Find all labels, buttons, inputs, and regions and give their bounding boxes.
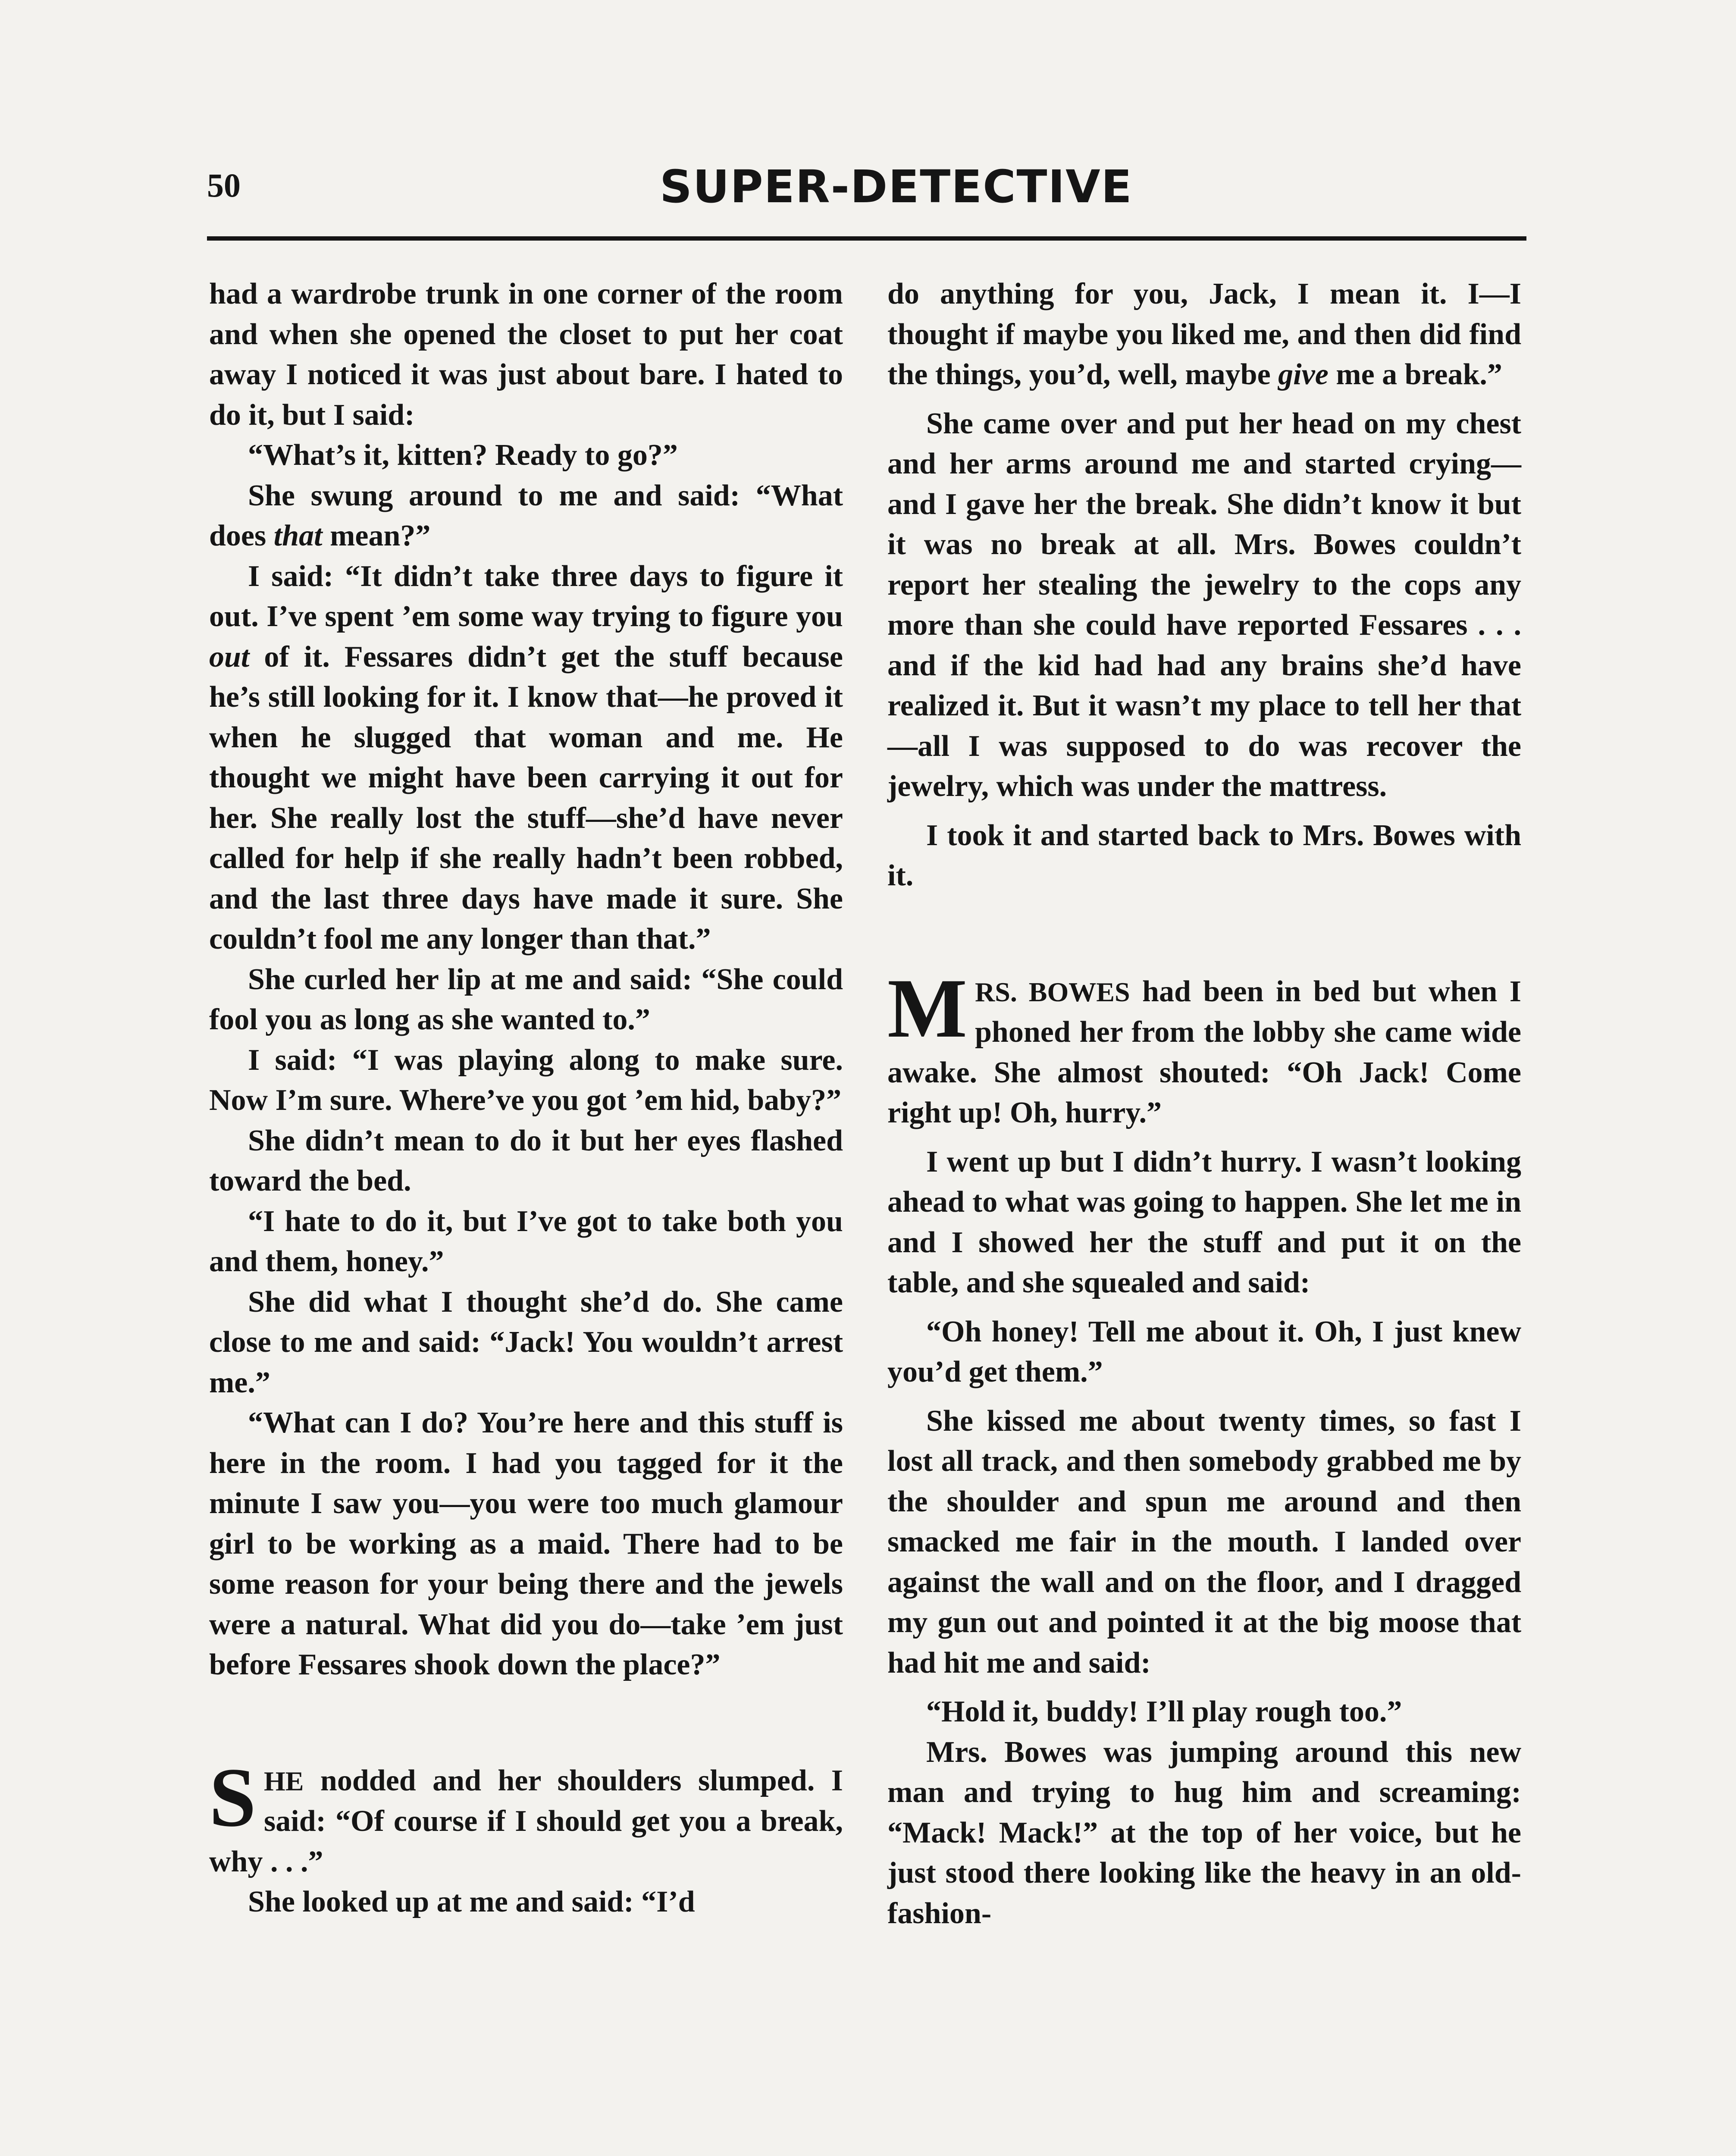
emphasis: out [209,640,250,674]
small-caps-lead: RS. BOWES [975,976,1130,1007]
drop-cap: M [887,961,967,1055]
paragraph: Mrs. Bowes was jumping around this new man and trying to hug him and screaming: “Mack! Mack!” at the top of her voice, but he just stood there looking like the heavy in an old-fashion- [887,1735,1521,1930]
paragraph: I took it and started back to Mrs. Bowes with it. [887,818,1521,892]
paragraph: She looked up at me and said: “I’d [248,1885,695,1918]
paragraph: “I hate to do it, but I’ve got to take both you and them, honey.” [209,1204,843,1278]
paragraph: “What can I do? You’re here and this stuff is here in the room. I had you tagged for it the minute I saw you—you were too much glamour girl to be working as a maid. There had to be some reason for your being there and the jewels were a natural. What did you do—take ’em just before Fessares shook down the place?” [209,1406,843,1681]
paragraph: She kissed me about twenty times, so fast I lost all track, and then somebody grabbed me by the shoulder and spun me around and then smacked me fair in the mouth. I landed over against the wall and on the floor, and I dragged my gun out and pointed it at the big moose that had hit me and said: [887,1404,1521,1680]
header-rule [207,236,1526,241]
page-number: 50 [207,166,241,204]
emphasis: give [1278,358,1329,391]
paragraph: She curled her lip at me and said: “She could fool you as long as she wanted to.” [209,962,843,1036]
paragraph: do anything for you, Jack, I mean it. I—I thought if maybe you liked me, and then did find the things, you’d, well, maybe give me a break.” [887,277,1521,391]
paragraph: She swung around to me and said: “What does that mean?” [209,479,843,552]
section-opening-paragraph: MRS. BOWES had been in bed but when I phoned her from the lobby she came wide awake. She almost shouted: “Oh Jack! Come right up! Oh, hurry.” [887,961,1521,1129]
paragraph: She did what I thought she’d do. She came close to me and said: “Jack! You wouldn’t arrest me.” [209,1285,843,1399]
paragraph: I said: “I was playing along to make sure. Now I’m sure. Where’ve you got ’em hid, baby?” [209,1043,843,1117]
right-column [887,274,1521,1934]
paragraph: She came over and put her head on my chest and her arms around me and started crying—and I gave her the break. She didn’t know it but it was no break at all. Mrs. Bowes couldn’t report her stealing the jewelry to the cops any more than she could have reported Fessares . . . and if the kid had had any brains she’d have realized it. But it wasn’t my place to tell her that—all I was supposed to do was recover the jewelry, which was under the mattress. [887,407,1521,803]
section-opening-paragraph: SHE nodded and her shoulders slumped. I said: “Of course if I should get you a break, why . . .” [209,1750,843,1878]
paragraph: I went up but I didn’t hurry. I wasn’t looking ahead to what was going to happen. She let me in and I showed her the stuff and put it on the table, and she squealed and said: [887,1145,1521,1299]
paragraph: “Hold it, buddy! I’ll play rough too.” [926,1695,1402,1728]
paragraph: She didn’t mean to do it but her eyes flashed toward the bed. [209,1124,843,1197]
paragraph: “What’s it, kitten? Ready to go?” [248,439,678,472]
emphasis: that [273,519,323,552]
paragraph: “Oh honey! Tell me about it. Oh, I just knew you’d get them.” [887,1315,1521,1388]
small-caps-lead: HE [264,1765,304,1796]
left-column [209,274,843,1922]
magazine-title: SUPER-DETECTIVE [660,160,1133,213]
paragraph: had a wardrobe trunk in one corner of the room and when she opened the closet to put her coat away I noticed it was just about bare. I hated to do it, but I said: [209,277,843,432]
paragraph: I said: “It didn’t take three days to figure it out. I’ve spent ’em some way trying to figure you out of it. Fessares didn’t get the stuff because he’s still looking for it. I know that—he proved it when he slugged that woman and me. He thought we might have been carrying it out for her. She really lost the stuff—she’d have never called for help if she really hadn’t been robbed, and the last three days have made it sure. She couldn’t fool me any longer than that.” [209,559,843,956]
drop-cap: S [209,1750,257,1844]
